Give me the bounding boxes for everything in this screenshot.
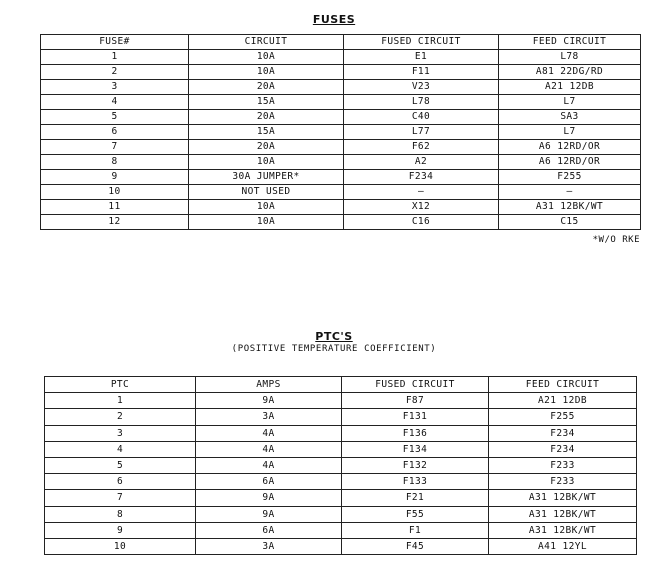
table-cell: F1 <box>342 522 489 538</box>
table-cell: 1 <box>45 393 196 409</box>
table-header-row <box>45 377 637 393</box>
ptc-table <box>44 376 637 555</box>
table-cell: 1 <box>41 50 189 65</box>
table-cell: F133 <box>342 474 489 490</box>
table-row <box>41 50 641 65</box>
table-cell: 30A JUMPER* <box>189 170 344 185</box>
table-row <box>45 393 637 409</box>
table-row <box>45 538 637 554</box>
table-cell: 6A <box>196 522 342 538</box>
table-cell: 2 <box>45 409 196 425</box>
fuses-table-body <box>41 50 641 230</box>
table-cell: V23 <box>344 80 499 95</box>
table-row <box>41 80 641 95</box>
table-row <box>41 110 641 125</box>
table-cell: F55 <box>342 506 489 522</box>
table-cell: 5 <box>41 110 189 125</box>
column-header-ptc: PTC <box>45 377 196 393</box>
table-cell: NOT USED <box>189 185 344 200</box>
table-row <box>41 200 641 215</box>
table-cell: 6 <box>45 474 196 490</box>
table-cell: 15A <box>189 95 344 110</box>
table-cell: F255 <box>499 170 641 185</box>
table-cell: C40 <box>344 110 499 125</box>
table-cell: 7 <box>45 490 196 506</box>
table-row <box>41 65 641 80</box>
table-cell: L78 <box>499 50 641 65</box>
table-cell: 9A <box>196 506 342 522</box>
table-row <box>45 457 637 473</box>
table-cell: L7 <box>499 125 641 140</box>
table-cell: – <box>344 185 499 200</box>
table-cell: A21 12DB <box>489 393 637 409</box>
table-cell: 8 <box>45 506 196 522</box>
ptcs-subtitle: (POSITIVE TEMPERATURE COEFFICIENT) <box>231 344 437 354</box>
table-cell: A31 12BK/WT <box>489 522 637 538</box>
table-cell: F233 <box>489 457 637 473</box>
table-cell: 3 <box>45 425 196 441</box>
table-cell: 4A <box>196 457 342 473</box>
table-cell: 9 <box>41 170 189 185</box>
ptcs-title: PTC'S <box>315 330 353 343</box>
table-cell: 8 <box>41 155 189 170</box>
fuses-title: FUSES <box>312 13 356 26</box>
column-header-fused-circuit: FUSED CIRCUIT <box>344 35 499 50</box>
table-cell: A2 <box>344 155 499 170</box>
table-cell: F136 <box>342 425 489 441</box>
table-cell: 5 <box>45 457 196 473</box>
table-cell: A81 22DG/RD <box>499 65 641 80</box>
table-cell: 20A <box>189 110 344 125</box>
table-cell: L7 <box>499 95 641 110</box>
table-row <box>45 506 637 522</box>
table-cell: 10 <box>41 185 189 200</box>
table-cell: A31 12BK/WT <box>489 506 637 522</box>
table-cell: F21 <box>342 490 489 506</box>
table-cell: F234 <box>344 170 499 185</box>
table-cell: 9A <box>196 490 342 506</box>
table-header-row <box>41 35 641 50</box>
table-cell: A6 12RD/OR <box>499 155 641 170</box>
table-cell: SA3 <box>499 110 641 125</box>
table-cell: F45 <box>342 538 489 554</box>
table-cell: 2 <box>41 65 189 80</box>
table-cell: 3 <box>41 80 189 95</box>
table-cell: 6A <box>196 474 342 490</box>
column-header-feed-circuit: FEED CIRCUIT <box>489 377 637 393</box>
table-cell: F131 <box>342 409 489 425</box>
table-row <box>45 474 637 490</box>
table-cell: L77 <box>344 125 499 140</box>
table-cell: 10A <box>189 155 344 170</box>
table-cell: X12 <box>344 200 499 215</box>
table-cell: A31 12BK/WT <box>499 200 641 215</box>
table-cell: 4A <box>196 425 342 441</box>
table-cell: F234 <box>489 425 637 441</box>
table-row <box>45 409 637 425</box>
table-row <box>41 170 641 185</box>
table-cell: 10A <box>189 200 344 215</box>
table-cell: 3A <box>196 538 342 554</box>
table-cell: C15 <box>499 215 641 230</box>
table-cell: L78 <box>344 95 499 110</box>
table-cell: 3A <box>196 409 342 425</box>
table-cell: 4 <box>45 441 196 457</box>
table-cell: 7 <box>41 140 189 155</box>
table-cell: 20A <box>189 140 344 155</box>
table-cell: 6 <box>41 125 189 140</box>
ptc-table-body <box>45 393 637 555</box>
table-cell: A31 12BK/WT <box>489 490 637 506</box>
table-row <box>45 490 637 506</box>
table-row <box>41 215 641 230</box>
footnote-without-rke: *W/O RKE <box>592 235 640 245</box>
table-cell: 10A <box>189 50 344 65</box>
table-row <box>41 155 641 170</box>
table-row <box>41 140 641 155</box>
table-cell: F255 <box>489 409 637 425</box>
table-cell: 4A <box>196 441 342 457</box>
table-cell: F132 <box>342 457 489 473</box>
table-row <box>45 441 637 457</box>
table-cell: 12 <box>41 215 189 230</box>
fuses-table <box>40 34 641 230</box>
table-row <box>45 522 637 538</box>
table-row <box>41 185 641 200</box>
table-cell: 9A <box>196 393 342 409</box>
column-header-circuit: CIRCUIT <box>189 35 344 50</box>
table-cell: F11 <box>344 65 499 80</box>
column-header-fused-circuit: FUSED CIRCUIT <box>342 377 489 393</box>
table-cell: F87 <box>342 393 489 409</box>
table-cell: E1 <box>344 50 499 65</box>
column-header-fuse-number: FUSE# <box>41 35 189 50</box>
table-cell: 11 <box>41 200 189 215</box>
table-cell: A6 12RD/OR <box>499 140 641 155</box>
column-header-feed-circuit: FEED CIRCUIT <box>499 35 641 50</box>
table-cell: F62 <box>344 140 499 155</box>
table-cell: 20A <box>189 80 344 95</box>
table-cell: 15A <box>189 125 344 140</box>
table-cell: F134 <box>342 441 489 457</box>
table-cell: 10A <box>189 65 344 80</box>
table-row <box>41 125 641 140</box>
table-cell: F234 <box>489 441 637 457</box>
table-cell: C16 <box>344 215 499 230</box>
table-row <box>41 95 641 110</box>
table-cell: F233 <box>489 474 637 490</box>
table-cell: – <box>499 185 641 200</box>
table-cell: A21 12DB <box>499 80 641 95</box>
table-cell: 9 <box>45 522 196 538</box>
column-header-amps: AMPS <box>196 377 342 393</box>
table-cell: 10 <box>45 538 196 554</box>
table-row <box>45 425 637 441</box>
table-cell: A41 12YL <box>489 538 637 554</box>
table-cell: 10A <box>189 215 344 230</box>
table-cell: 4 <box>41 95 189 110</box>
